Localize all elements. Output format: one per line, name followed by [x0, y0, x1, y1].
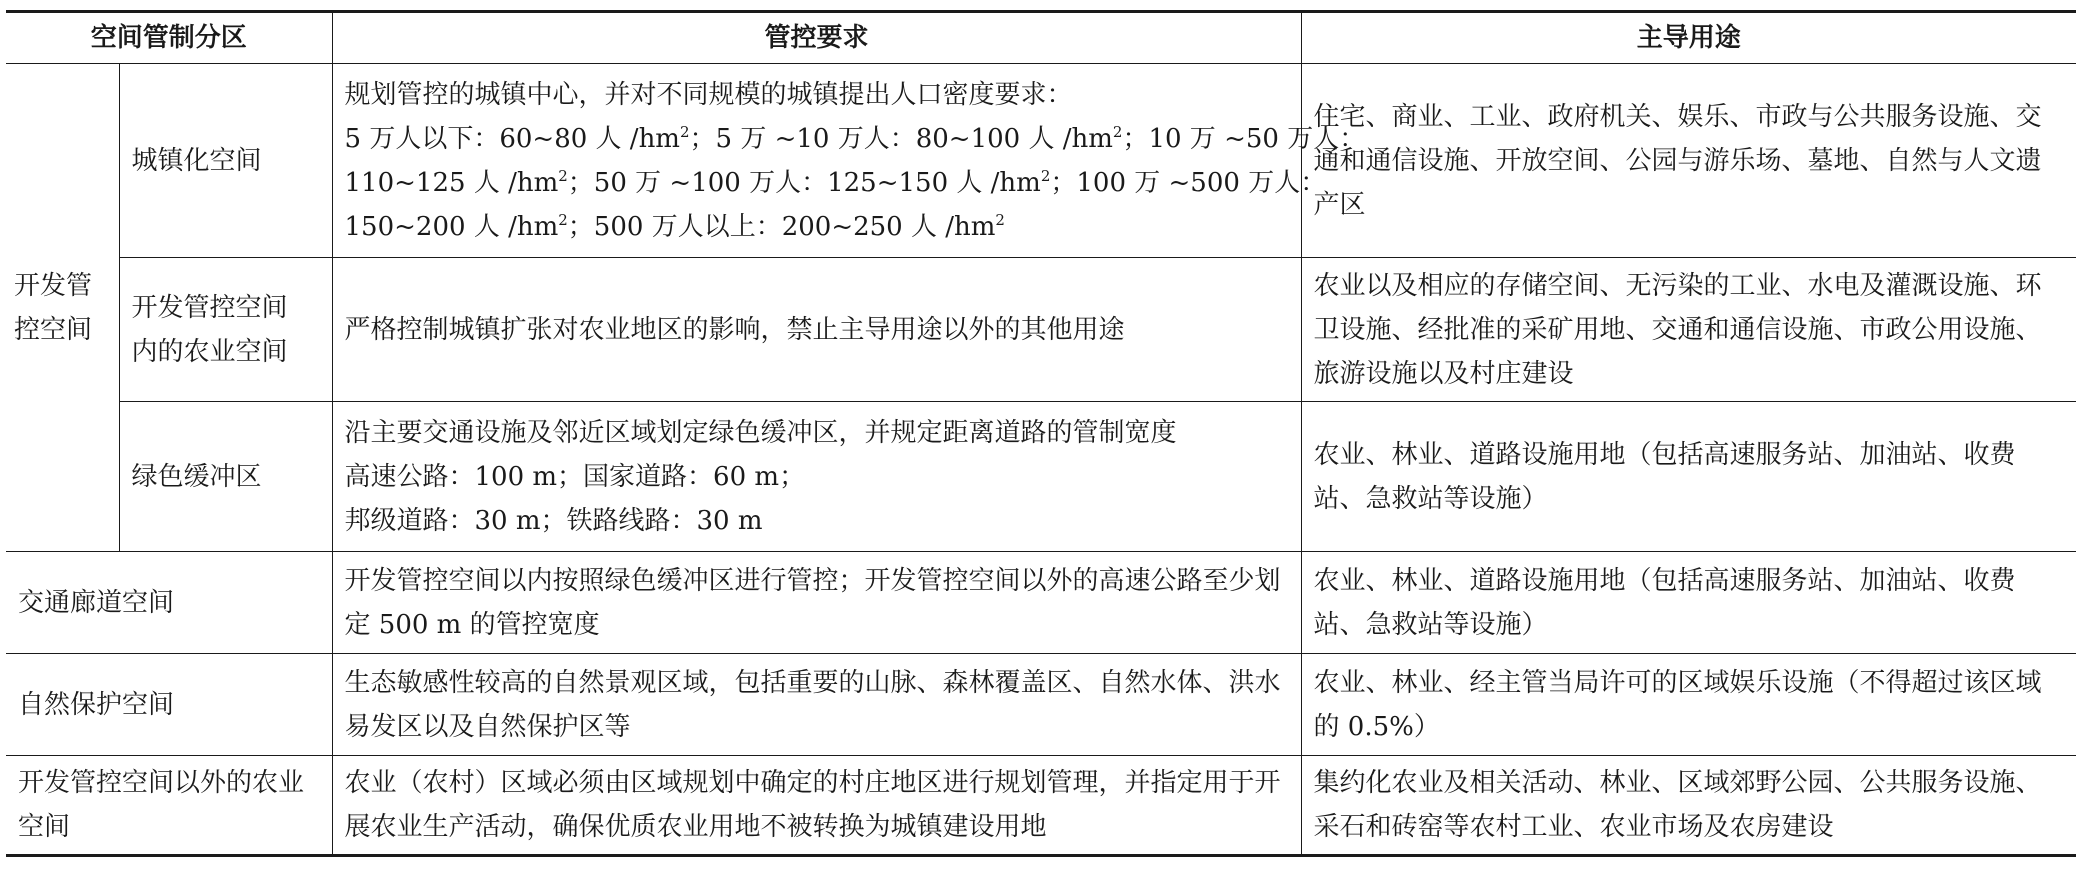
requirement-line — [345, 205, 1289, 249]
subzone-agri-inside — [119, 258, 332, 402]
subzone-green-buffer: 绿色缓冲区 — [119, 402, 332, 552]
table-row — [6, 402, 2076, 552]
requirement-line — [344, 117, 1366, 161]
requirement-line: 高速公路：100 m；国家道路：60 m； — [344, 461, 806, 492]
density-text: 110~125 人 /hm — [344, 167, 559, 198]
density-text: ；100 万 ~500 万人： — [1050, 167, 1327, 198]
density-text: ；5 万 ~10 万人：80~100 人 /hm — [689, 123, 1113, 154]
density-text: 150~200 人 /hm — [344, 211, 559, 242]
spatial-control-table — [6, 10, 2076, 857]
header-zone: 空间管制分区 — [6, 12, 332, 64]
density-text: ；500 万人以上：200~250 人 /hm — [567, 211, 996, 242]
density-text: ；50 万 ~100 万人：125~150 人 /hm — [567, 167, 1041, 198]
usage-nature-protection: 农业、林业、经主管当局许可的区域娱乐设施（不得超过该区域的 0.5%） — [1301, 654, 2076, 756]
subzone-line: 开发管控空间 — [131, 292, 288, 323]
superscript: 2 — [558, 210, 568, 229]
dev-zone-label-line2: 控空间 — [14, 314, 93, 345]
requirement-line: 规划管控的城镇中心，并对不同规模的城镇提出人口密度要求： — [344, 79, 1073, 110]
dev-control-zone-cell — [6, 64, 119, 552]
density-text: 5 万人以下：60~80 人 /hm — [344, 123, 680, 154]
superscript: 2 — [1112, 122, 1123, 141]
density-text: ；10 万 ~50 万人： — [1122, 123, 1366, 154]
table-row — [6, 258, 2076, 402]
usage-agri-inside: 农业以及相应的存储空间、无污染的工业、水电及灌溉设施、环卫设施、经批准的采矿用地、交通和通信设施、市政公用设施、旅游设施以及村庄建设 — [1301, 258, 2076, 402]
zone-transport-corridor: 交通廊道空间 — [6, 552, 332, 654]
requirement-nature-protection: 生态敏感性较高的自然景观区域，包括重要的山脉、森林覆盖区、自然水体、洪水易发区以及自然保护区等 — [332, 654, 1301, 756]
table-row — [6, 64, 2076, 258]
zone-agri-outside: 开发管控空间以外的农业空间 — [6, 756, 332, 856]
superscript: 2 — [1040, 166, 1051, 185]
usage-transport-corridor: 农业、林业、道路设施用地（包括高速服务站、加油站、收费站、急救站等设施） — [1301, 552, 2076, 654]
table-row — [6, 654, 2076, 756]
usage-green-buffer: 农业、林业、道路设施用地（包括高速服务站、加油站、收费站、急救站等设施） — [1301, 402, 2076, 552]
usage-agri-outside: 集约化农业及相关活动、林业、区域郊野公园、公共服务设施、采石和砖窑等农村工业、农业市场及农房建设 — [1301, 756, 2076, 856]
superscript: 2 — [995, 210, 1005, 229]
header-usage: 主导用途 — [1301, 12, 2076, 64]
requirement-line — [344, 161, 1327, 205]
requirement-green-buffer — [332, 402, 1301, 552]
subzone-urban: 城镇化空间 — [119, 64, 332, 258]
header-requirement: 管控要求 — [332, 12, 1301, 64]
requirement-urban — [332, 64, 1366, 258]
superscript: 2 — [679, 122, 690, 141]
requirement-agri-outside: 农业（农村）区域必须由区域规划中确定的村庄地区进行规划管理，并指定用于开展农业生产活动，确保优质农业用地不被转换为城镇建设用地 — [332, 756, 1301, 856]
table-row — [6, 552, 2076, 654]
usage-urban: 住宅、商业、工业、政府机关、娱乐、市政与公共服务设施、交通和通信设施、开放空间、公园与游乐场、墓地、自然与人文遗产区 — [1301, 64, 2076, 258]
requirement-line: 沿主要交通设施及邻近区域划定绿色缓冲区，并规定距离道路的管制宽度 — [344, 417, 1177, 448]
subzone-line: 内的农业空间 — [131, 336, 288, 367]
requirement-agri-inside: 严格控制城镇扩张对农业地区的影响，禁止主导用途以外的其他用途 — [332, 258, 1301, 402]
dev-zone-label-line1: 开发管 — [14, 270, 93, 301]
table-row — [6, 756, 2076, 856]
requirement-transport-corridor: 开发管控空间以内按照绿色缓冲区进行管控；开发管控空间以外的高速公路至少划定 500 m 的管控宽度 — [332, 552, 1301, 654]
zone-nature-protection: 自然保护空间 — [6, 654, 332, 756]
header-row — [6, 12, 2076, 64]
requirement-line: 邦级道路：30 m；铁路线路：30 m — [344, 505, 763, 536]
superscript: 2 — [558, 166, 568, 185]
